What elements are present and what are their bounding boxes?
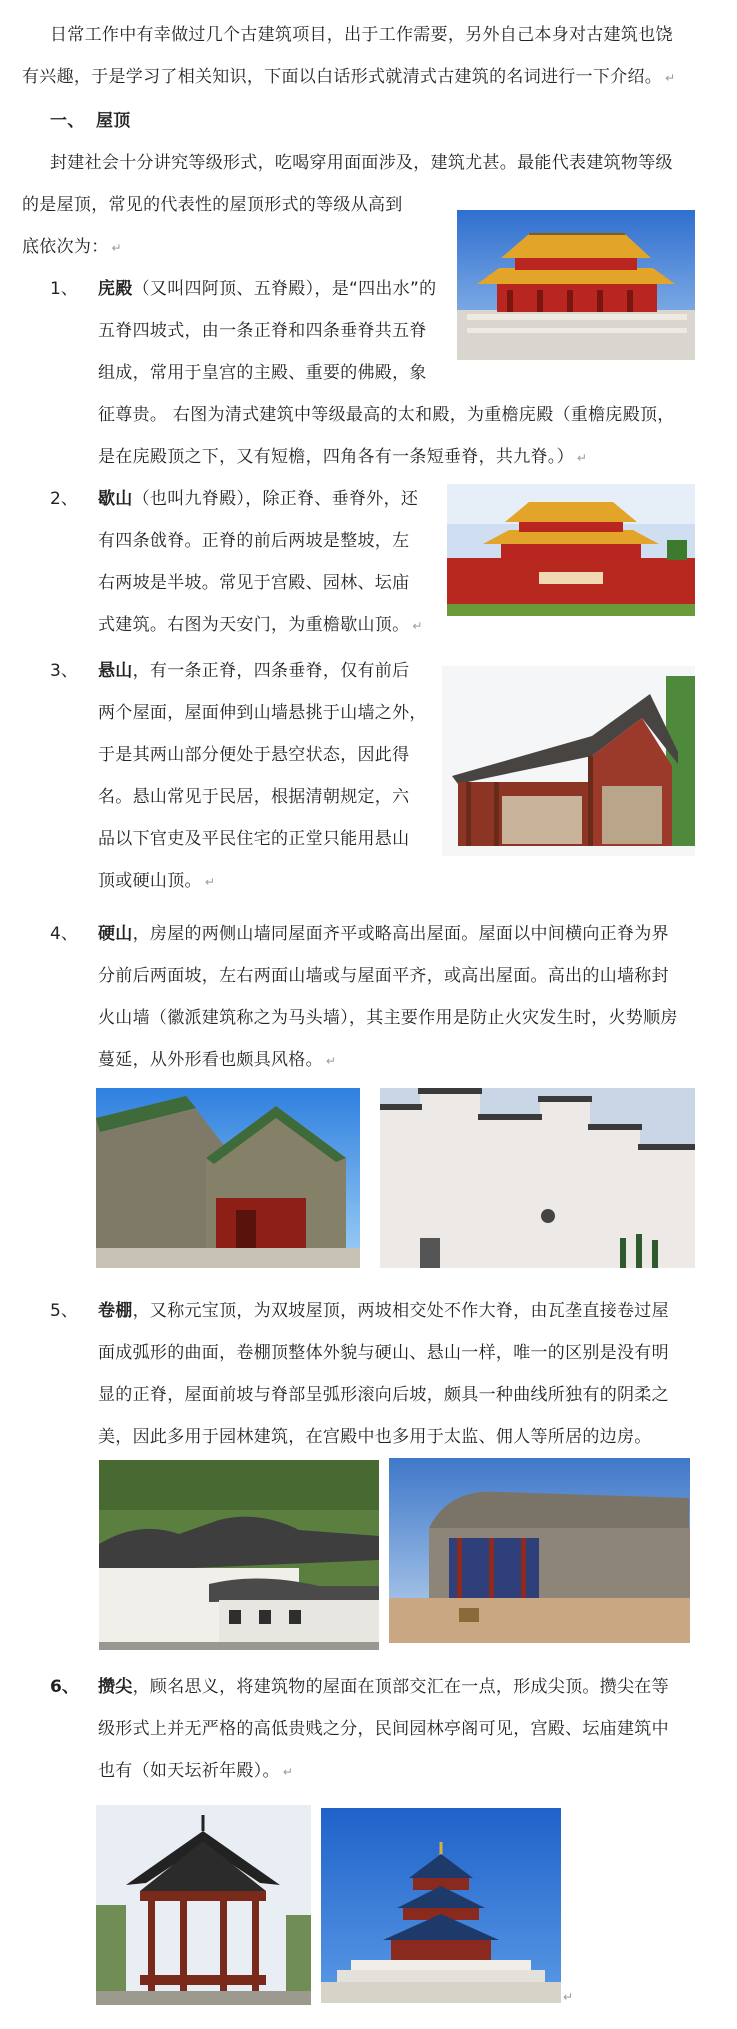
item-5-number: 5、 (50, 1301, 78, 1321)
item-5-line-2: 面成弧形的曲面，卷棚顶整体外貌与硬山、悬山一样，唯一的区别是没有明 (98, 1343, 669, 1363)
item-4-line-3: 火山墙（徽派建筑称之为马头墙），其主要作用是防止火灾发生时，火势顺房 (98, 1008, 678, 1028)
item-5-line-4: 美，因此多用于园林建筑，在宫殿中也多用于太监、佣人等所居的边房。 (98, 1427, 652, 1447)
item-5-line-1: 卷棚，又称元宝顶，为双坡屋顶，两坡相交处不作大脊，由瓦垄直接卷过屋 (98, 1301, 669, 1321)
paragraph-mark-icon: ↵ (563, 1990, 574, 2004)
rolled-roof-image-1 (99, 1460, 379, 1650)
item-1-line-5: 是在庑殿顶之下，又有短檐，四角各有一条短垂脊，共九脊。） ↵ (98, 447, 588, 467)
item-6-line-2: 级形式上并无严格的高低贵贱之分，民间园林亭阁可见，宫殿、坛庙建筑中 (98, 1719, 669, 1739)
rolled-roof-image-2 (389, 1458, 690, 1643)
item-2-line-2: 有四条戗脊。正脊的前后两坡是整坡，左 (98, 531, 410, 551)
item-6-number: 6、 (50, 1677, 79, 1697)
paragraph-mark-icon: ↵ (665, 71, 676, 85)
item-1-line-1: 庑殿（又叫四阿顶、五脊殿），是“四出水”的 (98, 279, 437, 299)
temple-of-heaven-image (321, 1808, 561, 2003)
tiananmen-image (447, 484, 695, 616)
paragraph-mark-icon: ↵ (111, 241, 122, 255)
item-5-line-3: 显的正脊，屋面前坡与脊部呈弧形滚向后坡，颇具一种曲线所独有的阴柔之 (98, 1385, 669, 1405)
pavilion-image (96, 1805, 311, 2005)
para1-line-1: 封建社会十分讲究等级形式，吃喝穿用面面涉及，建筑尤甚。最能代表建筑物等级 (50, 153, 673, 173)
paragraph-mark-icon: ↵ (576, 451, 588, 465)
paragraph-mark-icon: ↵ (412, 619, 423, 633)
overhang-gable-image (442, 666, 695, 856)
item-2-number: 2、 (50, 489, 78, 509)
item-2-term: 歇山 (98, 489, 133, 509)
paragraph-mark-icon: ↵ (204, 875, 216, 889)
item-4-term: 硬山 (98, 924, 133, 944)
item-3-number: 3、 (50, 661, 78, 681)
item-5-term: 卷棚 (98, 1301, 133, 1321)
intro-line-2: 有兴趣，于是学习了相关知识，下面以白话形式就清式古建筑的名词进行一下介绍。 ↵ (22, 67, 676, 87)
taihe-hall-image (457, 210, 695, 360)
item-1-line-3: 组成，常用于皇宫的主殿、重要的佛殿，象 (98, 363, 427, 383)
item-4-line-4: 蔓延，从外形看也颇具风格。 ↵ (98, 1050, 337, 1070)
item-6-line-1: 攒尖，顾名思义，将建筑物的屋面在顶部交汇在一点，形成尖顶。攒尖在等 (98, 1677, 669, 1697)
item-3-line-4: 名。悬山常见于民居，根据清朝规定，六 (98, 787, 410, 807)
item-3-line-2: 两个屋面，屋面伸到山墙悬挑于山墙之外， (98, 703, 427, 723)
para1-line-3: 底依次为： ↵ (22, 237, 122, 257)
item-4-line-1: 硬山，房屋的两侧山墙同屋面齐平或略高出屋面。屋面以中间横向正脊为界 (98, 924, 669, 944)
item-6-term: 攒尖 (98, 1677, 133, 1697)
item-3-term: 悬山 (98, 661, 133, 681)
paragraph-mark-icon: ↵ (325, 1054, 337, 1068)
section-title: 屋顶 (96, 111, 131, 131)
item-3-line-3: 于是其两山部分便处于悬空状态，因此得 (98, 745, 410, 765)
intro-line-1: 日常工作中有幸做过几个古建筑项目，出于工作需要，另外自己本身对古建筑也饶 (50, 25, 673, 45)
item-1-line-4: 征尊贵。 右图为清式建筑中等级最高的太和殿，为重檐庑殿（重檐庑殿顶， (98, 405, 675, 425)
item-6-line-3: 也有（如天坛祈年殿）。 ↵ (98, 1761, 294, 1781)
hard-gable-image-1 (96, 1088, 360, 1268)
item-3-line-6: 顶或硬山顶。 ↵ (98, 871, 216, 891)
item-2-line-1: 歇山（也叫九脊殿），除正脊、垂脊外，还 (98, 489, 419, 509)
item-2-line-3: 右两坡是半坡。常见于宫殿、园林、坛庙 (98, 573, 410, 593)
para1-line-2: 的是屋顶，常见的代表性的屋顶形式的等级从高到 (22, 195, 403, 215)
paragraph-mark-icon: ↵ (282, 1765, 294, 1779)
item-4-line-2: 分前后两面坡，左右两面山墙或与屋面平齐，或高出屋面。高出的山墙称封 (98, 966, 669, 986)
item-2-line-4: 式建筑。右图为天安门，为重檐歇山顶。 ↵ (98, 615, 423, 635)
item-3-line-5: 品以下官吏及平民住宅的正堂只能用悬山 (98, 829, 410, 849)
section-number: 一、 (50, 111, 85, 131)
item-1-line-2: 五脊四坡式，由一条正脊和四条垂脊共五脊 (98, 321, 427, 341)
item-4-number: 4、 (50, 924, 78, 944)
horse-head-wall-image (380, 1088, 695, 1268)
item-1-term: 庑殿 (98, 279, 133, 299)
item-1-number: 1、 (50, 279, 78, 299)
item-3-line-1: 悬山，有一条正脊，四条垂脊，仅有前后 (98, 661, 410, 681)
